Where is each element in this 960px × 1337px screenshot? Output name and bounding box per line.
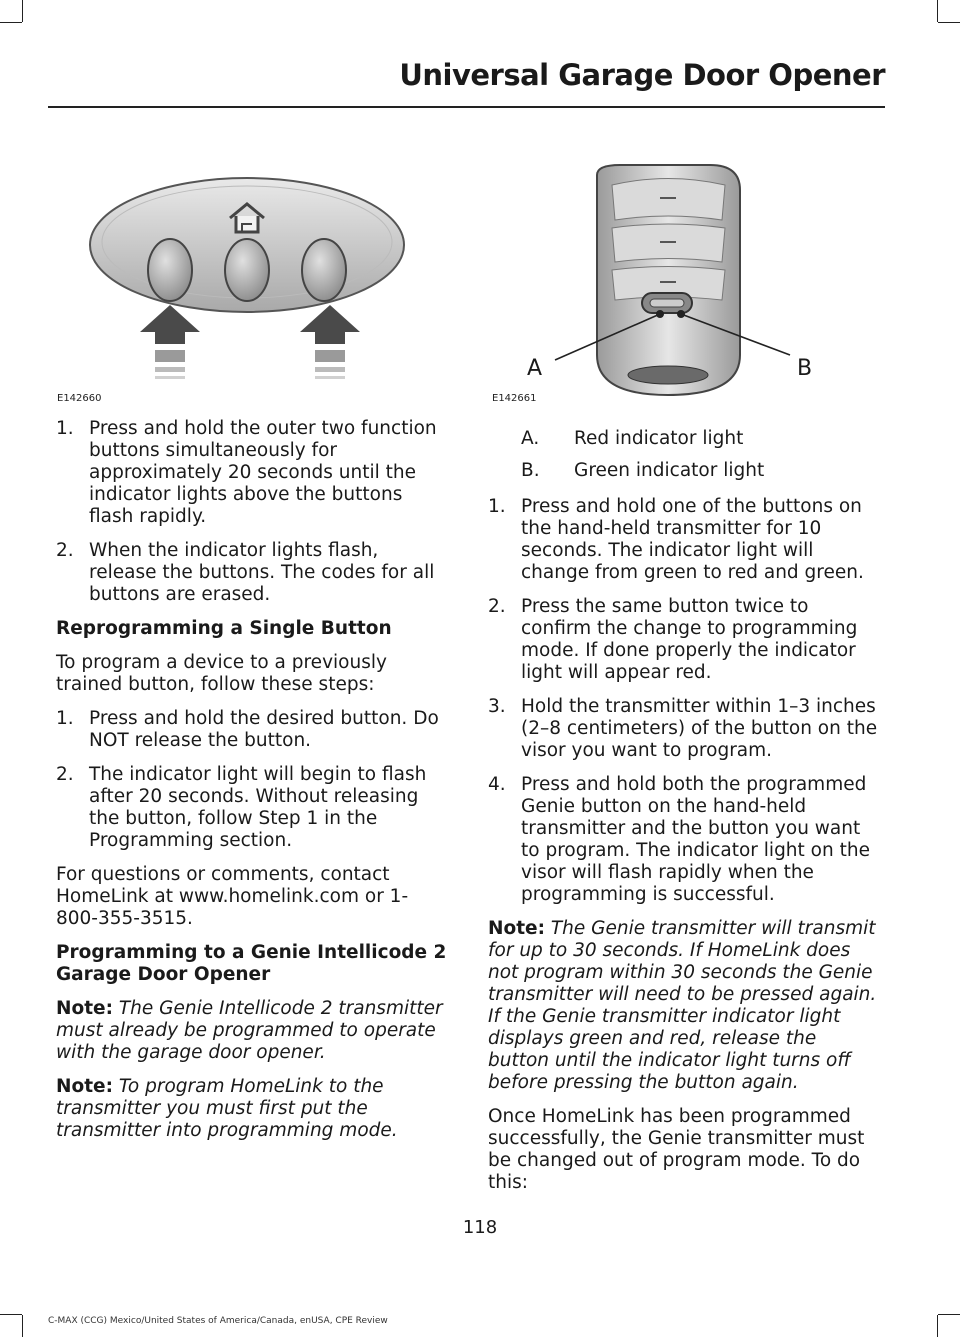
list-number: 2. [56,764,74,785]
list-item [56,764,448,852]
list-item [488,774,880,906]
list-item [488,696,880,762]
section-heading: Programming to a Genie Intellicode 2 Garage Door Opener [56,942,447,985]
callout-label-b: B [797,356,813,381]
list-item [56,540,448,606]
note [488,918,880,1094]
arrow-up-icon [300,305,360,379]
list-number: 1. [56,708,74,729]
contact-paragraph: For questions or comments, contact HomeLink at www.homelink.com or 1-800-355-3515. [56,864,409,929]
legend-text: Red indicator light [574,428,744,449]
note-text: The Genie Intellicode 2 transmitter must already be programmed to operate with the garage door opener. [56,998,443,1063]
legend-item [488,460,880,482]
note-label: Note: [56,1076,113,1097]
list-text: The indicator light will begin to flash after 20 seconds. Without releasing the button, follow Step 1 in the Programming section. [89,764,427,851]
callout-label-a: A [527,356,543,381]
homelink-buttons-illustration [50,160,460,405]
section-heading: Reprogramming a Single Button [56,618,392,639]
crop-mark [938,22,960,23]
figure-code: E142661 [492,393,537,404]
page-title: Universal Garage Door Opener [399,58,885,92]
note [56,1076,448,1142]
page-number: 118 [462,1217,498,1238]
list-number: 1. [56,418,74,439]
list-text: When the indicator lights flash, release the buttons. The codes for all buttons are erased. [89,540,435,605]
arrow-up-icon [140,305,200,379]
crop-mark [938,1314,960,1315]
list-number: 3. [488,696,506,717]
list-number: 1. [488,496,506,517]
list-number: 4. [488,774,506,795]
list-item [56,418,448,528]
crop-mark [0,22,22,23]
footer-text: C-MAX (CCG) Mexico/United States of America/Canada, enUSA, CPE Review [48,1316,388,1326]
list-item [56,708,448,752]
legend-key: A. [521,428,540,449]
right-column [488,428,880,1206]
note-text: The Genie transmitter will transmit for up to 30 seconds. If HomeLink does not program within 30 seconds the Genie transmitter will need to be pressed again. If the Genie transmitter indicator light displays green and red, release the button until the indicator light turns off before pressing the button again. [488,918,877,1093]
list-text: Hold the transmitter within 1–3 inches (2–8 centimeters) of the button on the visor you want to program. [521,696,878,761]
genie-transmitter-figure [500,160,830,400]
paragraph: To program a device to a previously trained button, follow these steps: [56,652,387,695]
crop-mark [937,0,938,22]
list-number: 2. [488,596,506,617]
crop-mark [22,0,23,22]
note-label: Note: [488,918,545,939]
list-item [488,596,880,684]
left-column [56,418,448,1154]
list-item [488,496,880,584]
closing-paragraph: Once HomeLink has been programmed successfully, the Genie transmitter must be changed out of program mode. To do this: [488,1106,865,1193]
legend-key: B. [521,460,540,481]
crop-mark [22,1315,23,1337]
list-text: Press and hold the outer two function buttons simultaneously for approximately 20 seconds until the indicator lights above the buttons flash rapidly. [89,418,437,527]
legend-item [488,428,880,450]
crop-mark [0,1314,22,1315]
note-label: Note: [56,998,113,1019]
figure-code: E142660 [57,393,102,404]
list-text: Press and hold one of the buttons on the hand-held transmitter for 10 seconds. The indicator light will change from green to red and green. [521,496,864,583]
list-text: Press the same button twice to confirm the change to programming mode. If done properly the indicator light will appear red. [521,596,858,683]
note-text: To program HomeLink to the transmitter you must first put the transmitter into programming mode. [56,1076,398,1141]
note [56,998,448,1064]
crop-mark [937,1315,938,1337]
homelink-buttons-figure [50,160,460,405]
genie-transmitter-illustration [500,160,830,400]
legend-text: Green indicator light [574,460,765,481]
list-number: 2. [56,540,74,561]
list-text: Press and hold the desired button. Do NOT release the button. [89,708,439,751]
list-text: Press and hold both the programmed Genie button on the hand-held transmitter and the button you want to program. The indicator light on the visor will flash rapidly when the programming is successful. [521,774,870,905]
header-divider [48,106,885,108]
